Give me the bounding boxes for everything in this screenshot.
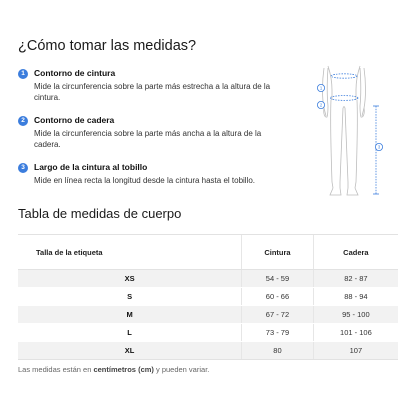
right-foot-outline <box>347 188 358 195</box>
waist-cell: 60 - 66 <box>242 288 314 306</box>
waist-cell: 54 - 59 <box>242 270 314 288</box>
units-note-suffix: y pueden variar. <box>153 365 210 374</box>
size-cell: S <box>18 288 242 306</box>
hip-cell: 107 <box>313 342 398 360</box>
svg-text:3: 3 <box>377 144 381 150</box>
header-hip: Cadera <box>313 235 398 270</box>
header-size-label: Talla de la etiqueta <box>18 235 242 270</box>
table-row <box>18 288 398 306</box>
size-cell: XL <box>18 342 242 360</box>
step-hip <box>18 115 278 150</box>
right-arm-outline <box>360 68 366 116</box>
step-title: Largo de la cintura al tobillo <box>34 162 148 172</box>
size-cell: M <box>18 306 242 324</box>
step-title: Contorno de cintura <box>34 68 116 78</box>
step-description: Mide la circunferencia sobre la parte más estrecha a la altura de la cintura. <box>34 82 271 102</box>
body-figure-illustration <box>300 62 400 202</box>
header-waist: Cintura <box>242 235 314 270</box>
hip-cell: 95 - 100 <box>313 306 398 324</box>
left-foot-outline <box>330 188 341 195</box>
table-header-row <box>18 235 398 270</box>
table-row <box>18 306 398 324</box>
guide-title: ¿Cómo tomar las medidas? <box>18 38 197 54</box>
step-description: Mide en línea recta la longitud desde la cintura hasta el tobillo. <box>34 176 256 185</box>
waist-cell: 73 - 79 <box>242 324 314 342</box>
figure-marker-1 <box>317 84 324 91</box>
step-number-badge: 3 <box>18 163 28 173</box>
size-table-title: Tabla de medidas de cuerpo <box>18 206 182 221</box>
left-leg-outline <box>331 100 343 188</box>
torso-outline <box>328 66 360 100</box>
step-length <box>18 162 278 186</box>
step-description: Mide la circunferencia sobre la parte más ancha a la altura de la cadera. <box>34 129 262 149</box>
svg-text:1: 1 <box>319 85 323 91</box>
svg-text:2: 2 <box>319 102 323 108</box>
hip-cell: 82 - 87 <box>313 270 398 288</box>
size-cell: L <box>18 324 242 342</box>
size-table <box>18 234 398 360</box>
figure-marker-3 <box>375 143 382 150</box>
table-row <box>18 324 398 342</box>
step-number-badge: 1 <box>18 69 28 79</box>
left-arm-outline <box>323 68 329 116</box>
hip-cell: 101 - 106 <box>313 324 398 342</box>
step-waist <box>18 68 278 103</box>
table-row <box>18 342 398 360</box>
units-note <box>18 365 209 374</box>
measure-steps <box>18 68 278 198</box>
hip-cell: 88 - 94 <box>313 288 398 306</box>
units-note-text: Las medidas están en <box>18 365 94 374</box>
size-cell: XS <box>18 270 242 288</box>
hip-measure-line <box>330 96 358 101</box>
figure-marker-2 <box>317 101 324 108</box>
waist-cell: 80 <box>242 342 314 360</box>
right-leg-outline <box>345 100 357 188</box>
step-title: Contorno de cadera <box>34 115 115 125</box>
crotch-outline <box>343 107 345 109</box>
waist-cell: 67 - 72 <box>242 306 314 324</box>
table-row <box>18 270 398 288</box>
units-note-unit: centímetros (cm) <box>93 365 154 374</box>
waist-measure-line <box>331 74 357 78</box>
step-number-badge: 2 <box>18 116 28 126</box>
